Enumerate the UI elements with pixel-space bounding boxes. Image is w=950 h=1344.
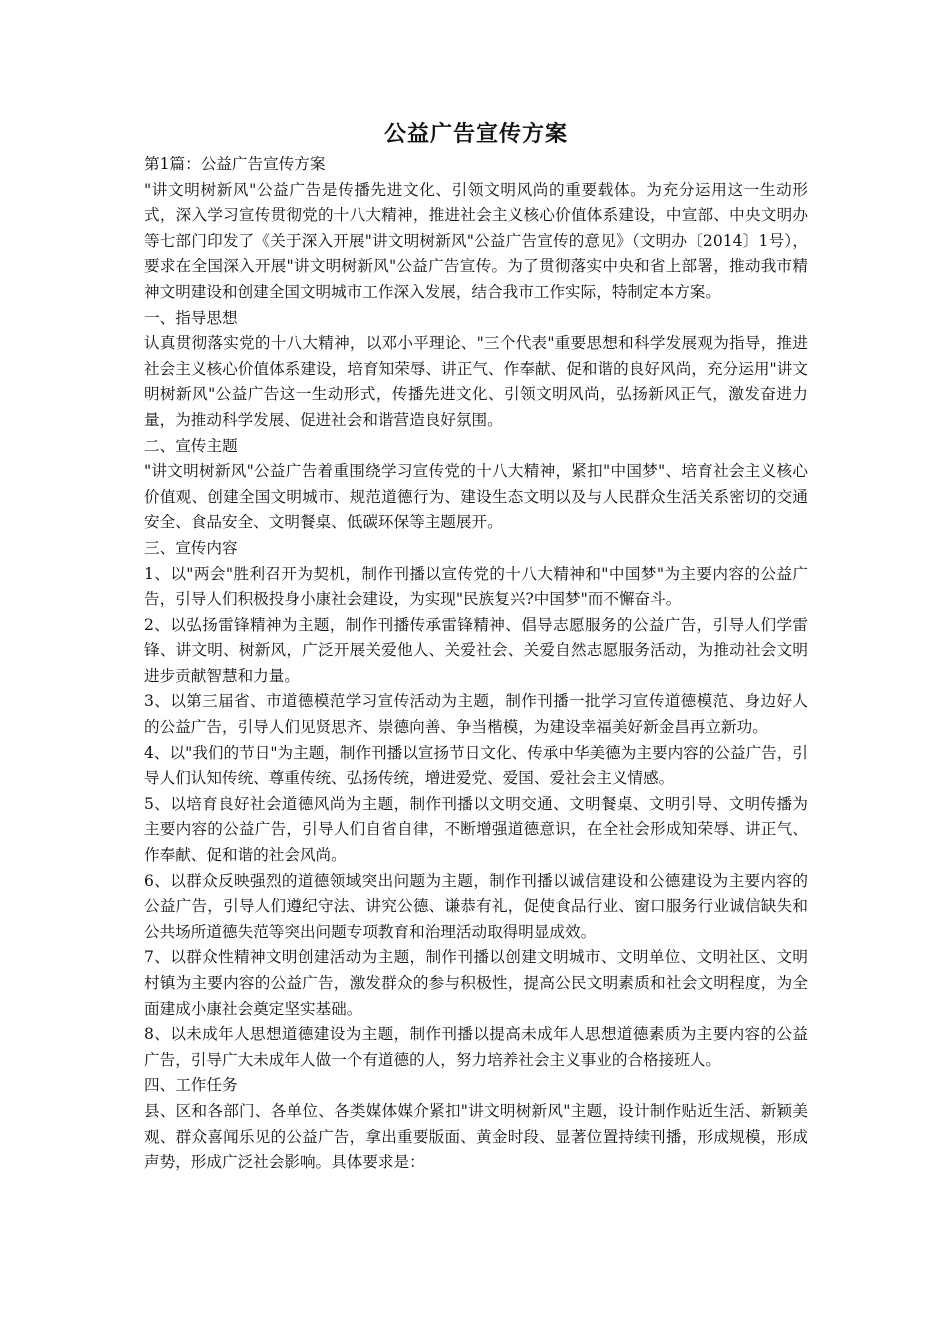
content-item-1: 1、以"两会"胜利召开为契机，制作刊播以宣传党的十八大精神和"中国梦"为主要内容的公益广告，引导人们积极投身小康社会建设，为实现"民族复兴?中国梦"而不懈奋斗。 — [144, 564, 808, 609]
content-item-4: 4、以"我们的节日"为主题，制作刊播以宣扬节日文化、传承中华美德为主要内容的公益广告，引导人们认知传统、尊重传统、弘扬传统，增进爱党、爱国、爱社会主义情感。 — [144, 743, 808, 788]
document-page — [144, 118, 808, 1176]
guiding-thought-paragraph: 认真贯彻落实党的十八大精神，以邓小平理论、"三个代表"重要思想和科学发展观为指导，推进社会主义核心价值体系建设，培育知荣辱、讲正气、作奉献、促和谐的良好风尚，充分运用"讲文明树新风"公益广告这一生动形式，传播先进文化、引领文明风尚，弘扬新风正气，激发奋进力量，为推动科学发展、促进社会和谐营造良好氛围。 — [144, 334, 808, 429]
content-item-2: 2、以弘扬雷锋精神为主题，制作刊播传承雷锋精神、倡导志愿服务的公益广告，引导人们学雷锋、讲文明、树新风，广泛开展关爱他人、关爱社会、关爱自然志愿服务活动，为推动社会文明进步贡献智慧和力量。 — [144, 615, 808, 685]
theme-paragraph: "讲文明树新风"公益广告着重围绕学习宣传党的十八大精神，紧扣"中国梦"、培育社会主义核心价值观、创建全国文明城市、规范道德行为、建设生态文明以及与人民群众生活关系密切的交通安全、食品安全、文明餐桌、低碳环保等主题展开。 — [144, 462, 808, 532]
section-heading-guiding-thought: 一、指导思想 — [144, 308, 238, 327]
document-title: 公益广告宣传方案 — [383, 122, 568, 147]
intro-paragraph: "讲文明树新风"公益广告是传播先进文化、引领文明风尚的重要载体。为充分运用这一生动形式，深入学习宣传贯彻党的十八大精神，推进社会主义核心价值体系建设，中宣部、中央文明办等七部门印发了《关于深入开展"讲文明树新风"公益广告宣传的意见》（文明办〔2014〕1号），要求在全国深入开展"讲文明树新风"公益广告宣传。为了贯彻落实中央和省上部署，推动我市精神文明建设和创建全国文明城市工作深入发展，结合我市工作实际，特制定本方案。 — [144, 180, 808, 301]
content-item-8: 8、以未成年人思想道德建设为主题，制作刊播以提高未成年人思想道德素质为主要内容的公益广告，引导广大未成年人做一个有道德的人，努力培养社会主义事业的合格接班人。 — [144, 1025, 808, 1069]
tasks-paragraph: 县、区和各部门、各单位、各类媒体媒介紧扣"讲文明树新风"主题，设计制作贴近生活、新颖美观、群众喜闻乐见的公益广告，拿出重要版面、黄金时段、显著位置持续刊播，形成规模，形成声势，形成广泛社会影响。具体要求是： — [144, 1101, 808, 1172]
content-item-6: 6、以群众反映强烈的道德领域突出问题为主题，制作刊播以诚信建设和公德建设为主要内容的公益广告，引导人们遵纪守法、讲究公德、谦恭有礼，促使食品行业、窗口服务行业诚信缺失和公共场所道德失范等突出问题专项教育和治理活动取得明显成效。 — [144, 871, 808, 941]
section-heading-theme: 二、宣传主题 — [144, 436, 238, 455]
content-item-5: 5、以培育良好社会道德风尚为主题，制作刊播以文明交通、文明餐桌、文明引导、文明传播为主要内容的公益广告，引导人们自省自律，不断增强道德意识，在全社会形成知荣辱、讲正气、作奉献、促和谐的社会风尚。 — [144, 794, 808, 865]
section-heading-content: 三、宣传内容 — [144, 538, 238, 557]
content-item-7: 7、以群众性精神文明创建活动为主题，制作刊播以创建文明城市、文明单位、文明社区、文明村镇为主要内容的公益广告，激发群众的参与积极性，提高公民文明素质和社会文明程度，为全面建成小康社会奠定坚实基础。 — [144, 948, 808, 1018]
content-item-3: 3、以第三届省、市道德模范学习宣传活动为主题，制作刊播一批学习宣传道德模范、身边好人的公益广告，引导人们见贤思齐、崇德向善、争当楷模，为建设幸福美好新金昌再立新功。 — [144, 692, 808, 737]
article-heading: 第1篇：公益广告宣传方案 — [144, 155, 326, 173]
section-heading-tasks: 四、工作任务 — [144, 1076, 238, 1095]
